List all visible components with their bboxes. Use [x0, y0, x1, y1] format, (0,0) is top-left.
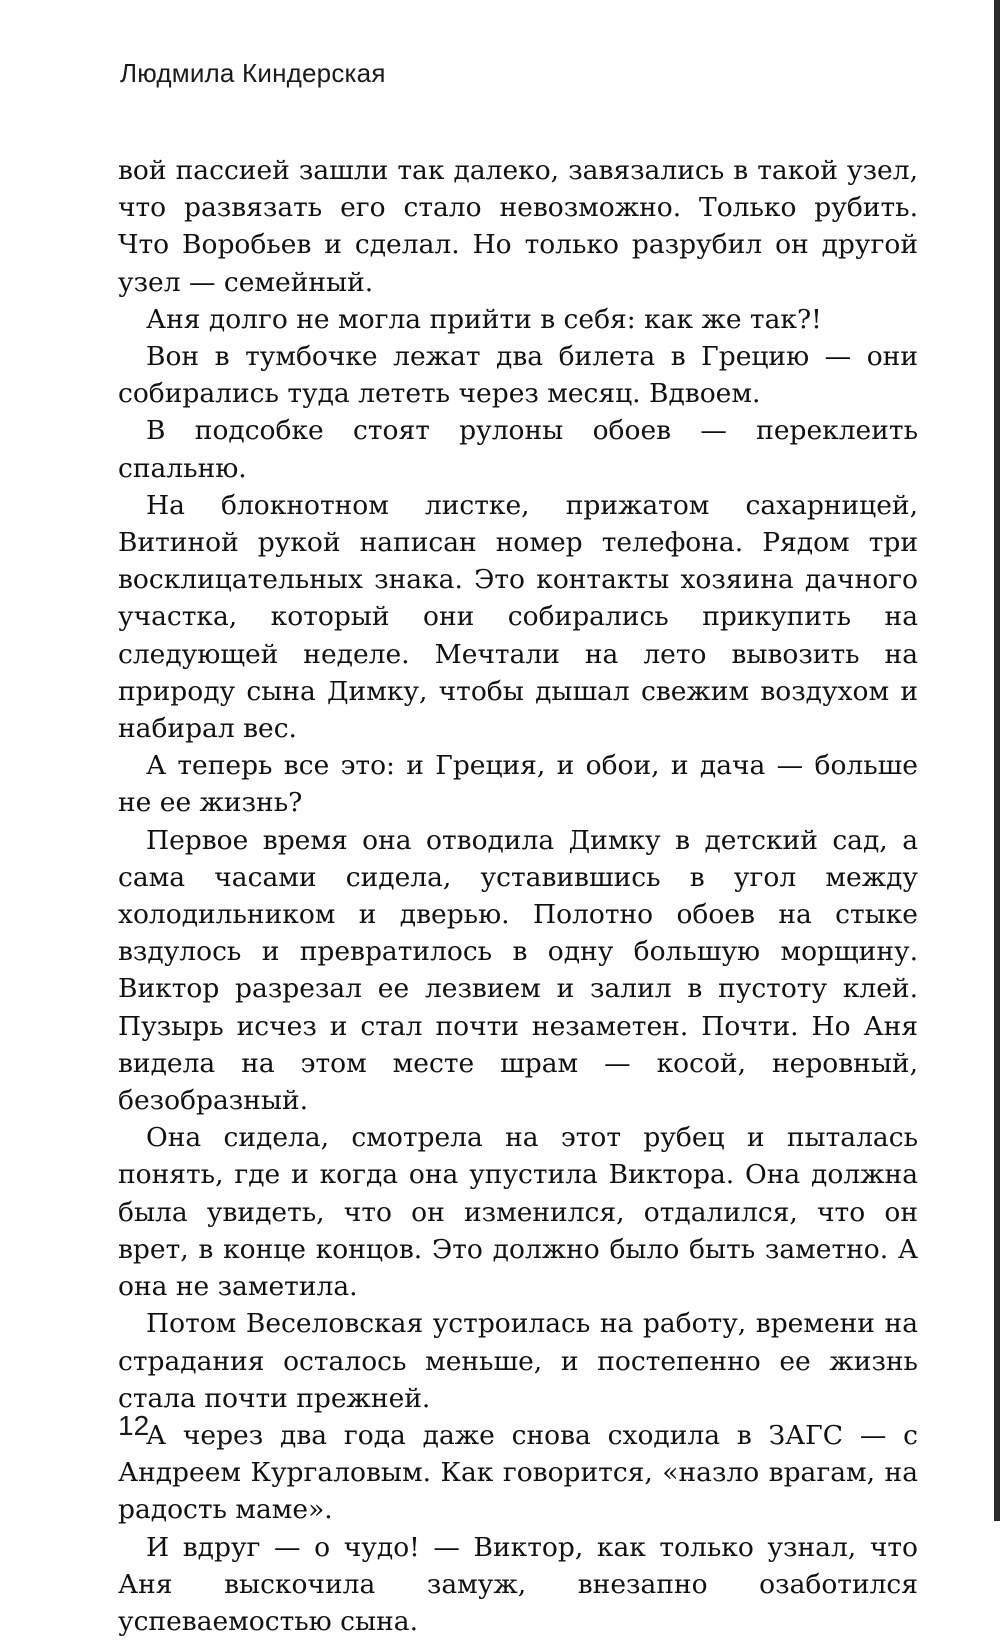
paragraph: А теперь все это: и Греция, и обои, и дача — больше не ее жизнь? — [118, 750, 918, 819]
paragraph: Аня долго не могла прийти в себя: как же так?! — [146, 303, 822, 335]
paragraph: На блокнотном листке, прижатом сахарницей, Витиной рукой написан номер телефона. Рядом три восклицательных знака. Это контакты хозяина дачного участка, который они собирались прикупить на следующей неделе. Мечтали на лето вывозить на природу сына Димку, чтобы дышал свежим воздухом и набирал вес. — [118, 489, 918, 745]
paragraph: Она сидела, смотрела на этот рубец и пыталась понять, где и когда она упустила Виктора. Она должна была увидеть, что он изменился, отдалился, что он врет, в конце концов. Это должно было быть заметно. А она не заметила. — [118, 1122, 918, 1303]
paragraph: И вдруг — о чудо! — Виктор, как только узнал, что Аня выскочила замуж, внезапно озаботился успеваемостью сына. — [118, 1531, 918, 1637]
running-header-author: Людмила Киндерская — [120, 58, 386, 88]
paragraph: Потом Веселовская устроилась на работу, времени на страдания осталось меньше, и постепенно ее жизнь стала почти прежней. — [118, 1308, 918, 1414]
page-edge-shadow — [994, 0, 1000, 1521]
paragraph: Первое время она отводила Димку в детский сад, а сама часами сидела, уставившись в угол между холодильником и дверью. Полотно обоев на стыке вздулось и превратилось в одну большую морщину. Виктор разрезал ее лезвием и залил в пустоту клей. Пузырь исчез и стал почти незаметен. Почти. Но Аня видела на этом месте шрам — косой, неровный, безобразный. — [118, 824, 918, 1117]
paragraph: А через два года даже снова сходила в ЗАГС — с Андреем Кургаловым. Как говорится, «назло врагам, на радость маме». — [118, 1419, 918, 1526]
paragraph: В подсобке стоят рулоны обоев — переклеить спальню. — [118, 415, 918, 484]
paragraph: Вон в тумбочке лежат два билета в Грецию — они собирались туда лететь через месяц. Вдвоем. — [118, 341, 918, 410]
page-number: 12 — [118, 1410, 150, 1441]
body-text — [118, 152, 918, 1640]
paragraph: вой пассией зашли так далеко, завязались в такой узел, что развязать его стало невозможно. Только рубить. Что Воробьев и сделал. Но только разрубил он другой узел — семейный. — [118, 155, 918, 298]
